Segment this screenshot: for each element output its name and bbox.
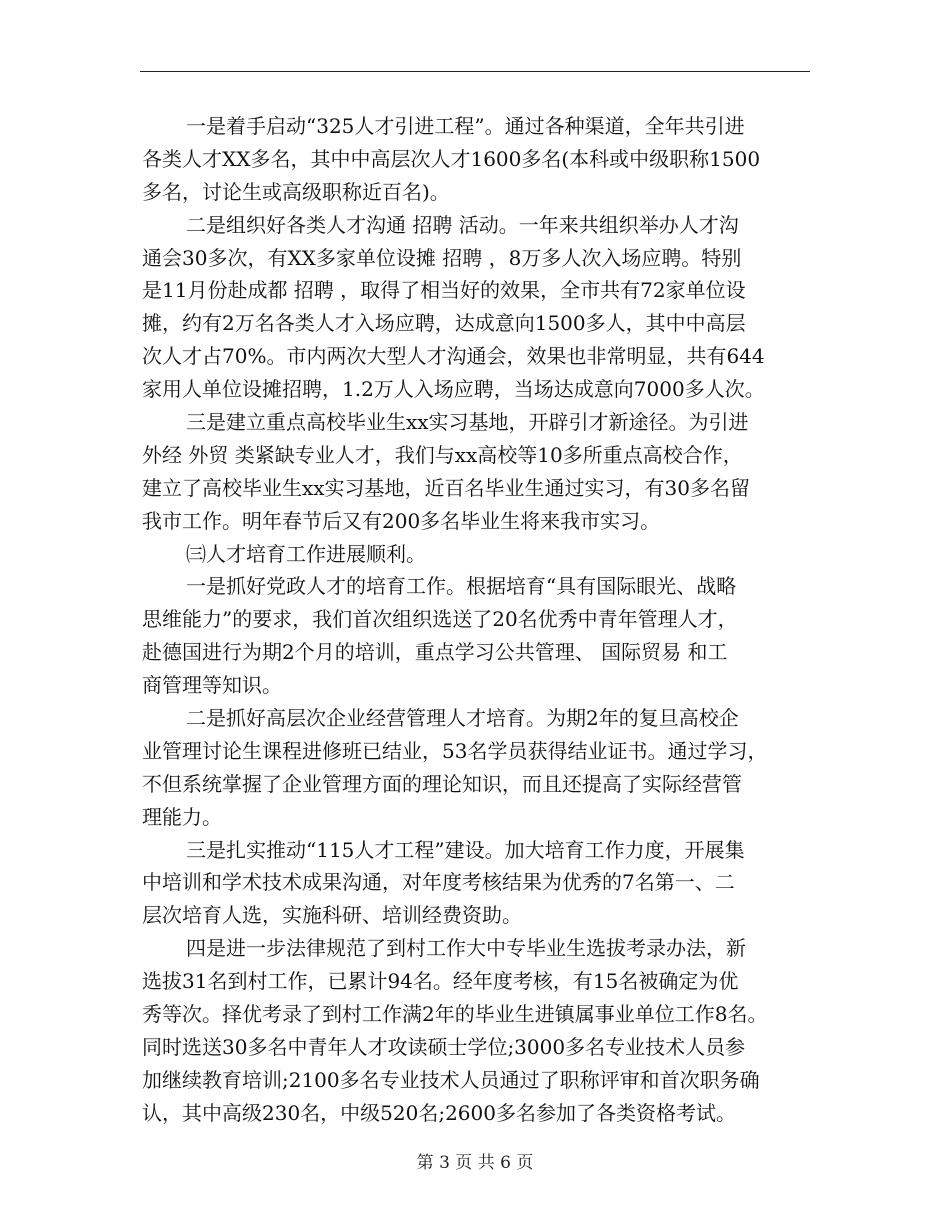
text-line: 建立了高校毕业生xx实习基地，近百名毕业生通过实习，有30多名留 (142, 475, 751, 500)
text-line: 外经 外贸 类紧缺专业人才，我们与xx高校等10多所重点高校合作， (142, 442, 743, 467)
text-line: 二是抓好高层次企业经营管理人才培育。为期2年的复旦高校企 (186, 706, 739, 731)
text-line: 家用人单位设摊招聘，1.2万人入场应聘，当场达成意向7000多人次。 (142, 377, 765, 402)
text-line: 一是着手启动“325人才引进工程”。通过各种渠道，全年共引进 (186, 114, 745, 138)
header-rule (140, 71, 810, 72)
text-line: 各类人才XX多名，其中中高层次人才1600多名(本科或中级职称1500 (142, 146, 761, 171)
text-line: 中培训和学术技术成果沟通，对年度考核结果为优秀的7名第一、二 (142, 870, 735, 895)
text-line: 理能力。 (142, 804, 222, 829)
text-line: 三是建立重点高校毕业生xx实习基地，开辟引才新途径。为引进 (186, 410, 749, 435)
page-footer: 第 3 页 共 6 页 (416, 1153, 534, 1173)
text-line: ㈢人才培育工作进展顺利。 (186, 541, 426, 566)
text-line: 不但系统掌握了企业管理方面的理论知识，而且还提高了实际经营管 (142, 771, 742, 796)
text-line: 思维能力”的要求，我们首次组织选送了20名优秀中青年管理人才， (142, 607, 738, 632)
text-line: 多名，讨论生或高级职称近百名)。 (142, 179, 450, 204)
text-line: 认，其中高级230名，中级520名;2600多名参加了各类资格考试。 (142, 1100, 736, 1125)
text-line: 我市工作。明年春节后又有200多名毕业生将来我市实习。 (142, 508, 661, 533)
text-line: 赴德国进行为期2个月的培训，重点学习公共管理、 国际贸易 和工 (142, 640, 728, 665)
text-line: 秀等次。择优考录了到村工作满2年的毕业生进镇属事业单位工作8名。 (142, 1002, 768, 1027)
text-line: 是11月份赴成都 招聘 ，取得了相当好的效果，全市共有72家单位设 (142, 278, 746, 303)
text-line: 四是进一步法律规范了到村工作大中专毕业生选拔考录办法，新 (186, 936, 746, 961)
text-line: 一是抓好党政人才的培育工作。根据培育“具有国际眼光、战略 (186, 574, 737, 599)
text-line: 层次培育人选，实施科研、培训经费资助。 (142, 903, 522, 928)
text-line: 三是扎实推动“115人才工程”建设。加大培育工作力度，开展集 (186, 837, 745, 862)
text-line: 业管理讨论生课程进修班已结业，53名学员获得结业证书。通过学习， (142, 738, 768, 763)
text-line: 选拔31名到村工作，已累计94名。经年度考核，有15名被确定为优 (142, 969, 739, 994)
text-line: 加继续教育培训;2100多名专业技术人员通过了职称评审和首次职务确 (142, 1067, 760, 1092)
document-body (142, 110, 818, 1130)
text-line: 摊，约有2万名各类人才入场应聘，达成意向1500多人，其中中高层 (142, 311, 746, 336)
text-line: 次人才占70%。市内两次大型人才沟通会，效果也非常明显，共有644 (142, 344, 765, 369)
text-line: 商管理等知识。 (142, 673, 282, 698)
text-line: 二是组织好各类人才沟通 招聘 活动。一年来共组织举办人才沟 (186, 212, 739, 237)
text-line: 同时选送30多名中青年人才攻读硕士学位;3000多名专业技术人员参 (142, 1034, 746, 1059)
text-line: 通会30多次，有XX多家单位设摊 招聘 ，8万多人次入场应聘。特别 (142, 245, 742, 270)
